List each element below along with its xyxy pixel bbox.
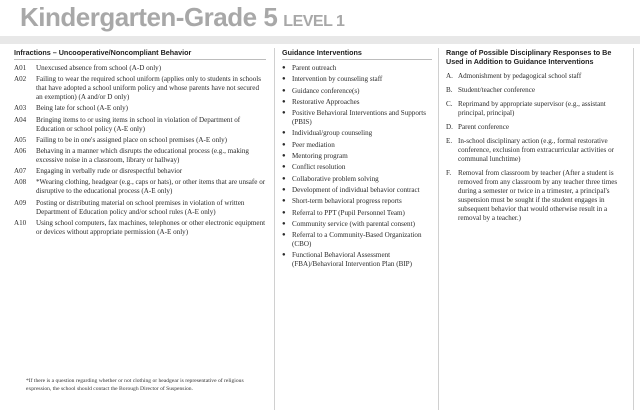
infraction-item: [14, 64, 266, 73]
bullet-icon: ●: [282, 65, 286, 71]
response-item: [446, 137, 630, 164]
infraction-item: [14, 104, 266, 113]
infraction-text: Posting or distributing material on school premises in violation of written Department of Education policy and/or school rules (A-E only): [36, 198, 245, 216]
guidance-text: Conflict resolution: [292, 163, 346, 172]
responses-list: [446, 72, 630, 223]
guidance-heading: Guidance Interventions: [282, 48, 432, 60]
guidance-item: [282, 109, 432, 127]
response-letter: E.: [446, 137, 453, 145]
bullet-icon: ●: [282, 175, 286, 182]
guidance-item: [282, 152, 432, 161]
response-text: Removal from classroom by teacher (After a student is removed from any classroom by any teacher three times during a semester or twice in a trimester, a principal's suspension must be sought if the student engages in subsequent behavior that would otherwise result in a removal by a teacher.): [458, 169, 618, 222]
response-letter: F.: [446, 169, 452, 177]
guidance-list: [282, 64, 432, 269]
guidance-text: Mentoring program: [292, 152, 348, 161]
infraction-text: *Wearing clothing, headgear (e.g., caps or hats), or other items that are unsafe or disruptive to the educational process (A-E only): [36, 178, 266, 196]
response-text: Admonishment by pedagogical school staff: [458, 72, 582, 80]
infraction-text: Failing to wear the required school uniform (applies only to students in schools that have adopted a school uniform policy and whose parents have not secured an exemption) (A and/or D only): [36, 75, 261, 102]
guidance-column: [282, 48, 432, 272]
bullet-icon: ●: [282, 141, 286, 148]
response-text: Parent conference: [458, 123, 510, 131]
response-letter: D.: [446, 123, 453, 131]
infraction-item: [14, 147, 266, 165]
bullet-icon: ●: [282, 209, 286, 216]
infraction-item: [14, 167, 266, 176]
guidance-item: [282, 98, 432, 107]
response-item: [446, 169, 630, 223]
infraction-text: Engaging in verbally rude or disrespectful behavior: [36, 167, 183, 176]
bullet-icon: ●: [282, 87, 286, 94]
column-divider: [274, 48, 275, 410]
response-text: Student/teacher conference: [458, 86, 536, 94]
page-title: [20, 2, 344, 33]
infraction-text: Failing to be in one's assigned place on school premises (A-E only): [36, 135, 227, 144]
title-text: Kindergarten-Grade 5: [20, 2, 278, 32]
guidance-item: [282, 175, 432, 184]
response-item: [446, 72, 630, 81]
column-divider: [438, 48, 439, 410]
responses-heading: Range of Possible Disciplinary Responses to Be Used in Addition to Guidance Interventions: [446, 48, 612, 66]
response-letter: A.: [446, 72, 453, 80]
infraction-item: [14, 219, 266, 237]
guidance-item: [282, 87, 432, 96]
guidance-item: [282, 129, 432, 138]
guidance-item: [282, 197, 432, 206]
footnote: *If there is a question regarding whether or not clothing or headgear is representative of religious expression, the school should contact the Borough Director of Suspension.: [26, 378, 244, 392]
level-label: LEVEL 1: [283, 13, 345, 30]
infraction-item: [14, 178, 266, 196]
infraction-code: A01: [14, 64, 27, 72]
bullet-icon: ●: [282, 110, 286, 117]
infraction-code: A03: [14, 104, 27, 113]
guidance-text: Referral to PPT (Pupil Personnel Team): [292, 208, 405, 217]
guidance-text: Parent outreach: [292, 64, 337, 72]
infraction-text: Being late for school (A-E only): [36, 104, 128, 113]
guidance-item: [282, 64, 432, 73]
infraction-text: Using school computers, fax machines, telephones or other electronic equipment or devices without appropriate permission (A-E only): [36, 218, 266, 236]
infraction-text: Behaving in a manner which disrupts the educational process (e.g., making excessive noise in a classroom, library or hallway): [36, 146, 249, 164]
bullet-icon: ●: [282, 252, 286, 259]
guidance-text: Peer mediation: [292, 140, 335, 149]
response-item: [446, 123, 630, 132]
infraction-code: A08: [14, 178, 27, 187]
guidance-item: [282, 186, 432, 195]
infraction-item: [14, 75, 266, 102]
guidance-text: Development of individual behavior contract: [292, 185, 420, 194]
response-letter: B.: [446, 86, 453, 94]
infractions-heading: Infractions – Uncooperative/Noncompliant Behavior: [14, 48, 266, 60]
infraction-item: [14, 136, 266, 145]
guidance-text: Intervention by counseling staff: [292, 75, 383, 84]
guidance-item: [282, 220, 432, 229]
guidance-text: Guidance conference(s): [292, 86, 360, 95]
guidance-item: [282, 75, 432, 84]
infraction-text: Bringing items to or using items in school in violation of Department of Education or school policy (A-E only): [36, 115, 241, 133]
infractions-list: [14, 64, 266, 237]
guidance-item: [282, 251, 432, 269]
guidance-text: Restorative Approaches: [292, 97, 360, 106]
response-letter: C.: [446, 100, 453, 108]
bullet-icon: ●: [282, 130, 286, 137]
bullet-icon: ●: [282, 164, 286, 171]
infraction-code: A09: [14, 198, 27, 207]
infraction-code: A10: [14, 218, 27, 227]
bullet-icon: ●: [282, 98, 286, 105]
title-rule: [0, 36, 640, 44]
response-text: In-school disciplinary action (e.g., formal restorative conference, exclusion from extracurricular activities or communal lunchtime): [458, 137, 614, 163]
infraction-code: A05: [14, 135, 27, 144]
guidance-text: Functional Behavioral Assessment (FBA)/Behavioral Intervention Plan (BIP): [292, 251, 412, 269]
infractions-column: [14, 48, 266, 239]
column-divider: [633, 48, 634, 410]
response-text: Reprimand by appropriate supervisor (e.g., assistant principal, principal): [458, 100, 606, 117]
guidance-text: Community service (with parental consent): [292, 219, 415, 228]
response-item: [446, 86, 630, 95]
infraction-code: A04: [14, 115, 27, 124]
bullet-icon: ●: [282, 186, 286, 193]
responses-column: [446, 48, 630, 228]
infraction-item: [14, 116, 266, 134]
guidance-item: [282, 163, 432, 172]
infraction-code: A07: [14, 167, 27, 176]
infraction-code: A06: [14, 146, 27, 155]
guidance-text: Collaborative problem solving: [292, 174, 379, 183]
bullet-icon: ●: [282, 153, 286, 160]
guidance-item: [282, 141, 432, 150]
infraction-code: A02: [14, 75, 27, 84]
bullet-icon: ●: [282, 76, 286, 83]
guidance-item: [282, 231, 432, 249]
guidance-item: [282, 209, 432, 218]
response-item: [446, 100, 630, 118]
infraction-text: Unexcused absence from school (A-D only): [36, 64, 162, 72]
guidance-text: Short-term behavioral progress reports: [292, 197, 402, 206]
infraction-item: [14, 199, 266, 217]
bullet-icon: ●: [282, 232, 286, 239]
bullet-icon: ●: [282, 198, 286, 205]
guidance-text: Referral to a Community-Based Organization (CBO): [292, 231, 422, 249]
bullet-icon: ●: [282, 220, 286, 227]
guidance-text: Individual/group counseling: [292, 129, 373, 138]
guidance-text: Positive Behavioral Interventions and Supports (PBIS): [292, 109, 426, 127]
